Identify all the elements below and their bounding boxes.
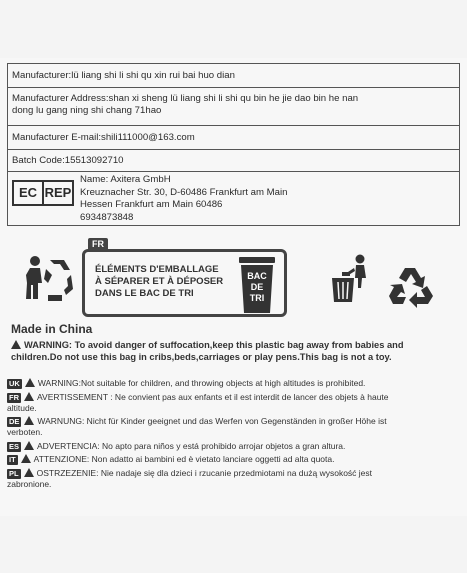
lang-code: UK bbox=[9, 379, 20, 388]
warning-pl bbox=[7, 468, 459, 490]
address-line-1: Manufacturer Address:shan xi sheng lü liang shi li shi qu bin he jie dao bin he nan bbox=[12, 93, 359, 104]
fr-line-1: ÉLÉMENTS D'EMBALLAGE bbox=[95, 264, 219, 275]
main-warning bbox=[11, 339, 456, 363]
fr-tag: FR bbox=[88, 238, 108, 250]
warning-icon bbox=[24, 392, 34, 401]
ec-rep-row bbox=[8, 172, 459, 225]
warning-icon bbox=[24, 468, 34, 477]
bin-text-3: TRI bbox=[249, 293, 265, 303]
label-sheet bbox=[0, 58, 467, 516]
warning-de bbox=[7, 416, 459, 438]
warning-text-cont: verboten. bbox=[7, 427, 43, 437]
warning-text: ATTENZIONE: Non adatto ai bambini ed è vietato lanciare oggetti ad alta quota. bbox=[33, 454, 335, 464]
lang-code: IT bbox=[9, 455, 16, 464]
ec-label: EC bbox=[14, 182, 44, 204]
main-warning-line-1: WARNING: To avoid danger of suffocation,keep this plastic bag away from babies and bbox=[24, 340, 404, 350]
warning-text: WARNUNG: Nicht für Kinder geeignet und das Werfen von Gegenständen in großer Höhe ist bbox=[37, 416, 387, 426]
fr-line-3: DANS LE BAC DE TRI bbox=[95, 288, 194, 299]
lang-code: ES bbox=[9, 441, 20, 451]
french-sorting-panel bbox=[82, 238, 287, 318]
fr-line-2: À SÉPARER ET À DÉPOSER bbox=[95, 276, 224, 287]
fr-info-box bbox=[82, 249, 287, 317]
warning-icon bbox=[21, 454, 31, 463]
triman-icon bbox=[24, 255, 74, 301]
multilingual-warnings bbox=[7, 378, 459, 492]
batch-row bbox=[8, 150, 459, 172]
rep-name: Name: Axitera GmbH bbox=[80, 174, 171, 185]
warning-uk bbox=[7, 378, 459, 389]
warning-text: AVERTISSEMENT : Ne convient pas aux enfants et il est interdit de lancer des objets à haute bbox=[37, 391, 389, 402]
warning-icon bbox=[24, 416, 34, 425]
bin-text-2: DE bbox=[250, 282, 264, 292]
address-row bbox=[8, 88, 459, 126]
warning-text-cont: altitude. bbox=[7, 402, 37, 413]
address-line-2: dong lu gang ning shi chang 71hao bbox=[12, 105, 162, 116]
warning-icon bbox=[11, 340, 21, 349]
warning-text-cont: zabronione. bbox=[7, 478, 52, 489]
warning-text: WARNING:Not suitable for children, and throwing objects at high altitudes is prohibited. bbox=[37, 378, 366, 388]
rep-label: REP bbox=[44, 185, 72, 200]
sorting-bin-icon bbox=[235, 257, 279, 313]
rep-street: Kreuznacher Str. 30, D-60486 Frankfurt am Main bbox=[80, 186, 288, 198]
tidyman-icon bbox=[328, 254, 374, 302]
recycle-icon bbox=[388, 264, 436, 308]
warning-fr bbox=[7, 392, 459, 414]
manufacturer-row bbox=[8, 64, 459, 88]
email-row bbox=[8, 126, 459, 150]
email-text: Manufacturer E-mail:shili111000@163.com bbox=[12, 131, 195, 143]
rep-phone: 6934873848 bbox=[80, 211, 134, 223]
bin-text-1: BAC bbox=[247, 271, 267, 281]
warning-text: ADVERTENCIA: No apto para niños y está prohibido arrojar objetos a gran altura. bbox=[37, 440, 346, 451]
main-warning-line-2: children.Do not use this bag in cribs,beds,carriages or play pens.This bag is not a toy. bbox=[11, 352, 392, 362]
fr-text bbox=[95, 264, 223, 300]
warning-es bbox=[7, 441, 459, 452]
ec-rep-symbol bbox=[12, 180, 74, 206]
warning-icon bbox=[24, 441, 34, 450]
made-in-china: Made in China bbox=[11, 322, 93, 336]
lang-code: FR bbox=[9, 392, 19, 402]
warning-icon bbox=[25, 378, 35, 387]
warning-text: OSTRZEZENIE: Nie nadaje się dla dzieci i rzucanie przedmiotami na dużą wysokość jest bbox=[36, 467, 373, 478]
ec-rep-details bbox=[80, 174, 287, 224]
batch-text: Batch Code:15513092710 bbox=[12, 154, 124, 166]
lang-code: DE bbox=[9, 417, 20, 426]
warning-it bbox=[7, 454, 459, 465]
lang-code: PL bbox=[9, 468, 19, 478]
manufacturer-text: Manufacturer:lü liang shi li shi qu xin rui bai huo dian bbox=[12, 69, 235, 81]
manufacturer-table bbox=[7, 63, 460, 226]
rep-city: Hessen Frankfurt am Main 60486 bbox=[80, 199, 223, 210]
